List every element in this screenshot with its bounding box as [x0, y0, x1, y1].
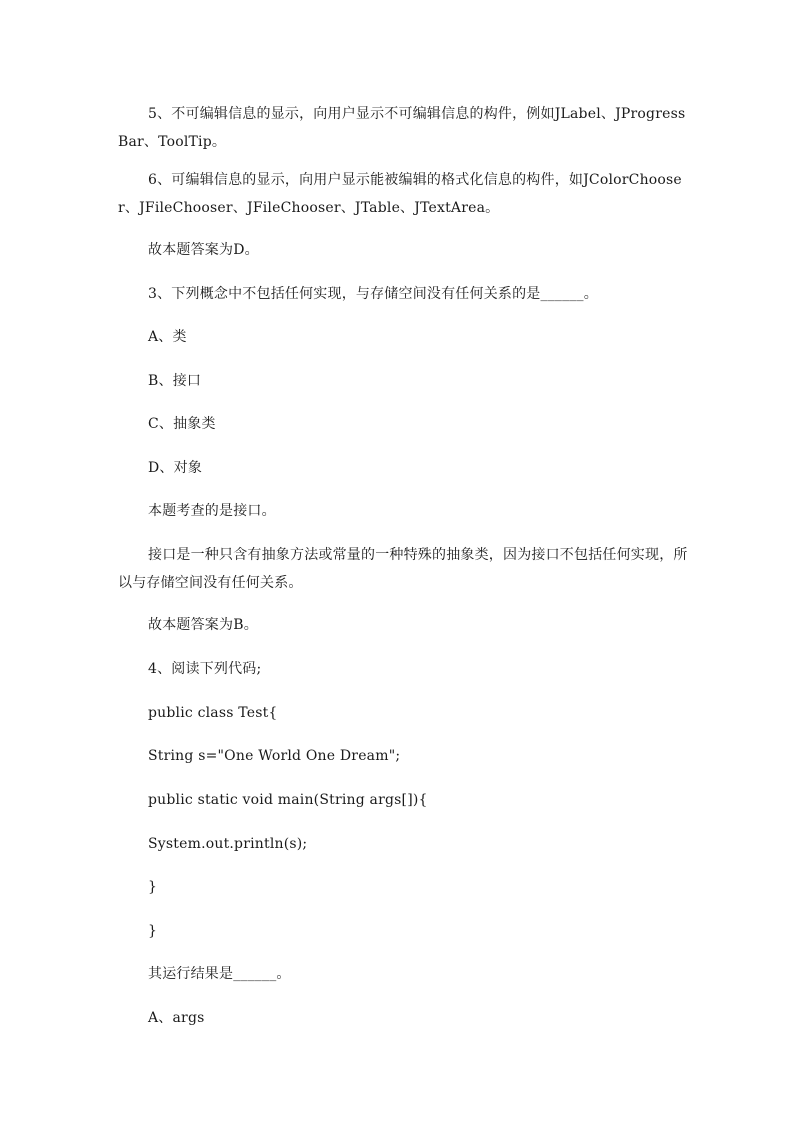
- paragraph-6-editable-display: 6、可编辑信息的显示，向用户显示能被编辑的格式化信息的构件，如JColorChooser、JFileChooser、JFileChooser、JTable、JTextArea。: [118, 172, 682, 216]
- explanation-topic: 本题考查的是接口。: [148, 503, 276, 519]
- explanation-interface: 接口是一种只含有抽象方法或常量的一种特殊的抽象类，因为接口不包括任何实现，所以与存储空间没有任何关系。: [118, 547, 688, 591]
- code-line-main-decl: public static void main(String args[]){: [148, 792, 428, 808]
- answer-b-line: 故本题答案为B。: [148, 617, 258, 633]
- answer-d-line: 故本题答案为D。: [148, 242, 259, 258]
- question-4: 4、阅读下列代码;: [148, 661, 262, 677]
- option-d-object: D、对象: [148, 460, 203, 476]
- question-4-prompt: 其运行结果是______。: [148, 966, 291, 982]
- code-line-string-field: String s="One World One Dream";: [148, 748, 401, 764]
- option-c-abstract-class: C、抽象类: [148, 416, 216, 432]
- question-3: 3、下列概念中不包括任何实现，与存储空间没有任何关系的是______。: [148, 286, 598, 302]
- code-line-close-brace-1: }: [148, 879, 158, 895]
- code-line-class-decl: public class Test{: [148, 705, 278, 721]
- option-a-class: A、类: [148, 329, 187, 345]
- option-a-args: A、args: [148, 1010, 205, 1026]
- code-line-println: System.out.println(s);: [148, 836, 308, 852]
- code-line-close-brace-2: }: [148, 923, 158, 939]
- paragraph-5-non-editable-display: 5、不可编辑信息的显示，向用户显示不可编辑信息的构件，例如JLabel、JProgressBar、ToolTip。: [118, 106, 686, 150]
- option-b-interface: B、接口: [148, 373, 202, 389]
